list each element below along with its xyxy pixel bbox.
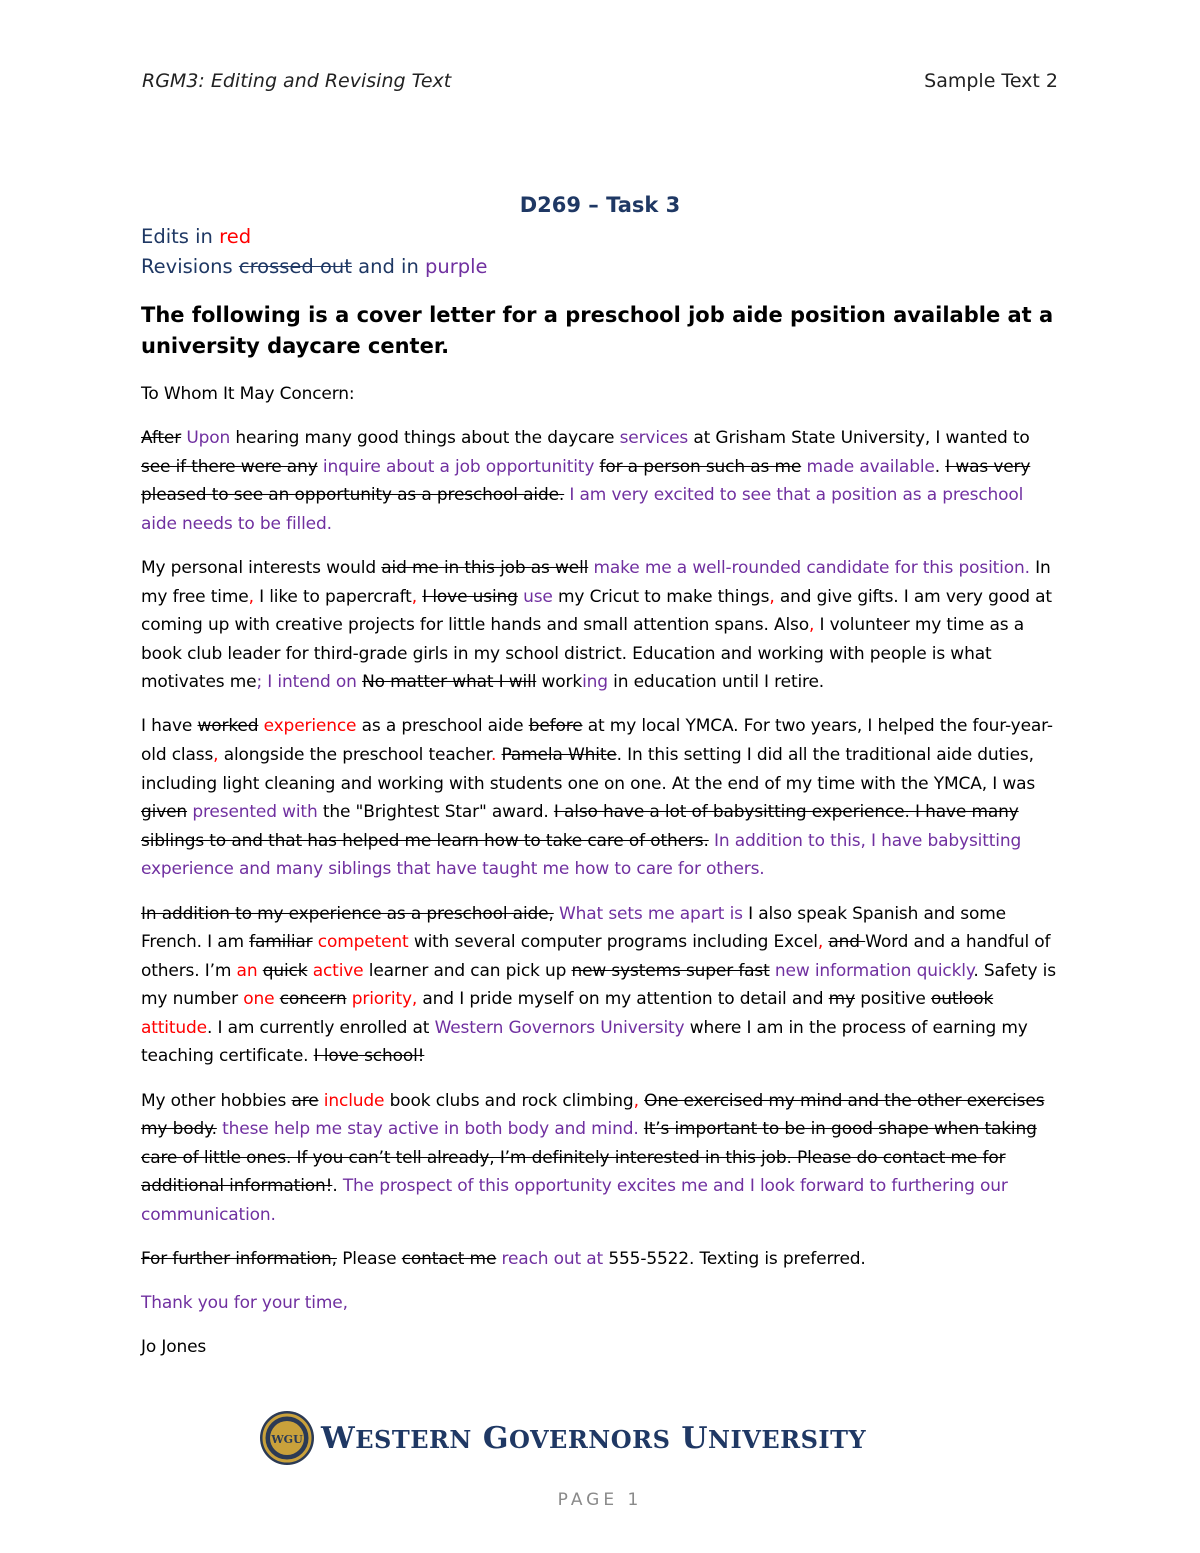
plain-text: positive [855,989,931,1010]
plain-text: hearing many good things about the daycare [230,428,620,449]
plain-text: learner and can pick up [363,960,572,981]
revision-text: inquire about a job opportunitity [322,456,595,477]
plain-text: I have [141,716,198,737]
revision-text: new information quickly [774,960,974,981]
legend-crossed-out-word: crossed out [238,255,352,278]
struck-text: I was very pleased to see an opportunity as a preschool aide. [141,456,1031,506]
struck-text: new systems super fast [571,960,770,981]
revision-text: presented with [192,802,318,823]
plain-text: my Cricut to make things [552,586,770,607]
struck-text: for a person such as me [599,456,802,477]
plain-text: My personal interests would [141,557,382,578]
wordmark-initial: W [321,1420,356,1456]
paragraph-3 [141,712,1063,884]
paragraph-1 [141,424,1063,538]
edit-text: priority, [351,989,418,1010]
plain-text: . [332,1176,343,1197]
paragraph-4 [141,900,1063,1072]
page-title: D269 – Task 3 [519,193,681,217]
struck-text: Pamela White [501,745,617,766]
edit-text: , [411,586,417,607]
struck-text: I love using [422,586,518,607]
struck-text: my [828,989,855,1010]
plain-text: where I am in the process of earning my teaching certificate. [141,1017,1028,1067]
legend-revisions-label: Revisions [141,255,239,278]
edit-text: , [633,1090,639,1111]
plain-text: at my local YMCA. For two years, I helped the four-year-old class [141,716,1053,766]
greeting: To Whom It May Concern: [141,384,355,404]
struck-text: see if there were any [141,456,318,477]
wordmark-initial: G [482,1420,509,1456]
closing-line: Thank you for your time, [141,1293,348,1314]
edit-text: , [213,745,219,766]
paragraph-5 [141,1087,1063,1230]
revision-text: The prospect of this opportunity excites me and I look forward to furthering our communication. [141,1176,1008,1225]
edit-text: include [323,1090,385,1111]
plain-text: . In this setting I did all the traditional aide duties, including light cleaning and working with students one on one. At the end of my time with the YMCA, I was [141,745,1036,794]
struck-text: quick [262,960,308,981]
edit-text: competent [317,932,409,953]
revision-text: reach out at [501,1249,604,1270]
wordmark-rest: NIVERSITY [708,1424,867,1454]
revision-text: made available [806,456,935,477]
wordmark-rest: OVERNORS [508,1424,671,1454]
legend-revisions-middle: and in [351,255,425,278]
edit-text: experience [263,716,357,737]
header-sample-label: Sample Text 2 [924,70,1058,92]
legend-edits-label: Edits in [141,225,220,248]
struck-text: In addition to my experience as a preschool aide, [141,903,554,924]
plain-text: in education until I retire. [607,672,825,693]
revision-text: ; I intend on [256,672,357,693]
legend-purple-word: purple [425,255,488,278]
revision-text: services [619,428,689,449]
plain-text: and give gifts. I am very good at coming up with creative projects for little hands and small attention spans. Also [141,586,1052,636]
plain-text: as a preschool aide [356,716,529,737]
plain-text: My other hobbies [141,1090,292,1111]
plain-text: . I am currently enrolled at [206,1017,435,1038]
struck-text: and [828,932,866,953]
edit-text: , [248,586,254,607]
cover-letter-body [141,380,1063,1377]
edit-text: , [809,615,815,636]
legend-revisions-line [141,252,488,282]
edit-text: , [817,932,824,953]
revision-text: Upon [186,428,231,449]
revision-text: Western Governors University [434,1017,685,1038]
paragraph-6 [141,1245,1063,1274]
edit-text: . [491,745,497,766]
struck-text: One exercised my mind and the other exercises my body. [141,1090,1045,1140]
revision-text: make me a well-rounded candidate for this position. [593,557,1030,578]
struck-text: No matter what I will [362,672,537,693]
wgu-logo [259,1410,866,1466]
edit-text: active [312,960,364,981]
plain-text: In my free time [141,557,1051,607]
struck-text: before [528,716,583,737]
color-legend [141,222,488,282]
plain-text: book clubs and rock climbing [384,1090,634,1111]
wordmark-initial: U [681,1420,709,1456]
plain-text: I like to papercraft [253,586,412,607]
plain-text: the "Brightest Star" award. [317,802,554,823]
revision-text: ing [582,672,608,693]
struck-text: concern [279,989,347,1010]
plain-text: . [934,456,946,477]
legend-red-word: red [219,225,252,248]
paragraph-2 [141,554,1063,697]
plain-text: I volunteer my time as a book club leader for third-grade girls in my school district. Education and working with people is what motivates me [141,615,1024,693]
seal-text: WGU [271,1433,303,1446]
revision-text: What sets me apart is [559,903,743,924]
struck-text: outlook [931,989,994,1010]
struck-text: worked [197,716,259,737]
legend-edits-line [141,222,488,252]
struck-text: familiar [249,932,313,953]
edit-text: an [236,960,258,981]
struck-text: After [141,428,182,449]
struck-text: For further information, [141,1249,337,1270]
edit-text: , [769,586,775,607]
plain-text: and I pride myself on my attention to detail and [417,989,829,1010]
wgu-seal-icon [259,1410,315,1466]
struck-text: I love school! [313,1046,425,1067]
edit-text: one [243,989,275,1010]
struck-text: given [141,802,188,823]
page-number: PAGE 1 [557,1490,643,1510]
wgu-wordmark [321,1421,866,1456]
struck-text: I also have a lot of babysitting experience. I have many siblings to and that has helped me learn how to take care of others. [141,802,1019,851]
plain-text: alongside the preschool teacher [218,745,492,766]
plain-text: Please [336,1249,402,1270]
wordmark-rest: ESTERN [355,1424,472,1454]
plain-text: . Safety is my number [141,960,1056,1010]
intro-heading: The following is a cover letter for a preschool job aide position available at a university daycare center. [141,303,1054,358]
plain-text: at Grisham State University, I wanted to [688,428,1030,449]
plain-text: 555-5522. Texting is preferred. [603,1249,866,1270]
edit-text: attitude [141,1017,207,1038]
revision-text: use [523,586,553,607]
revision-text: In addition to this, I have babysitting experience and many siblings that have taught me how to care for others. [141,830,1022,880]
struck-text: are [291,1090,319,1111]
header-course-title: RGM3: Editing and Revising Text [142,70,452,92]
revision-text: I am very excited to see that a position as a preschool aide needs to be filled. [141,485,1024,534]
revision-text: these help me stay active in both body and mind. [222,1119,639,1140]
plain-text: work [536,672,583,693]
struck-text: It’s important to be in good shape when taking care of little ones. If you can’t tell already, I’m definitely interested in this job. Please do contact me for additional information! [141,1119,1037,1197]
plain-text: I also speak Spanish and some French. I am [141,903,1006,953]
plain-text: with several computer programs including Excel [408,932,818,953]
struck-text: aid me in this job as well [381,557,589,578]
struck-text: contact me [401,1249,497,1270]
signature: Jo Jones [141,1337,207,1358]
plain-text: Word and a handful of others. I’m [141,932,1051,981]
